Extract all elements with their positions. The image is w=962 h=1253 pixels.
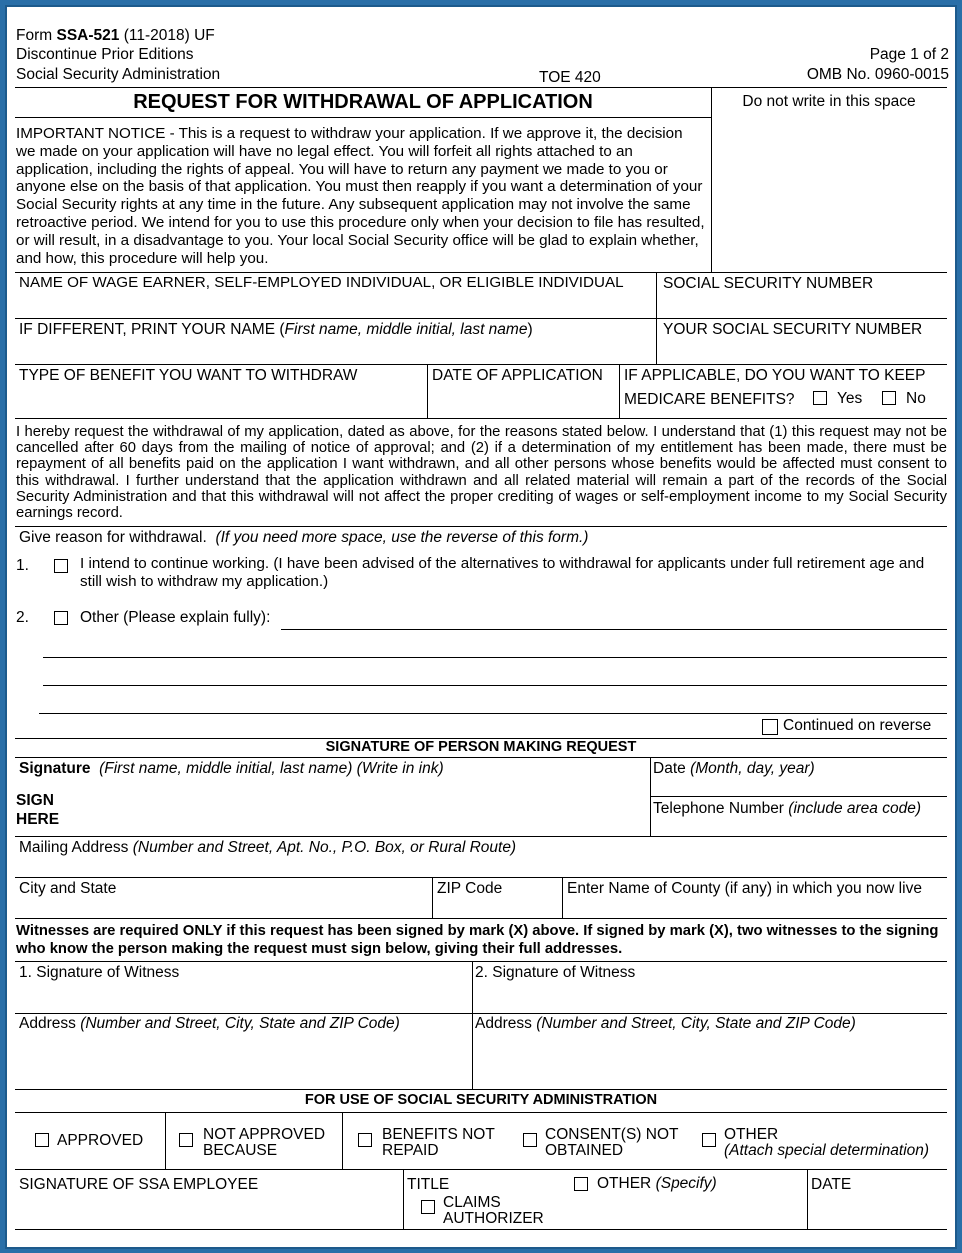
rule [15, 117, 711, 118]
zip-code-label: ZIP Code [437, 880, 503, 897]
consent-not-obtained-label-1: CONSENT(S) NOT [545, 1126, 679, 1143]
page-number: Page 1 of 2 [869, 46, 949, 63]
claims-authorizer-label-1: CLAIMS [443, 1194, 501, 1211]
explain-line[interactable] [281, 629, 947, 630]
rule [165, 1112, 166, 1169]
form-id-line: Form SSA-521 (11-2018) UF [16, 27, 215, 44]
signature-label: Signature (First name, middle initial, last name) (Write in ink) [19, 760, 444, 777]
rule [15, 1229, 947, 1230]
medicare-yes-label: Yes [837, 390, 863, 407]
rule [15, 961, 947, 962]
rule [472, 961, 473, 1089]
your-name-field[interactable] [16, 339, 654, 363]
ssn-field[interactable] [658, 293, 946, 319]
county-label: Enter Name of County (if any) in which you now live [567, 880, 922, 897]
not-approved-label-2: BECAUSE [203, 1142, 278, 1159]
rule [807, 1169, 808, 1229]
application-date-label: DATE OF APPLICATION [432, 367, 603, 384]
witness-1-signature-label: 1. Signature of Witness [19, 964, 180, 981]
rule [650, 796, 947, 797]
ssa-employee-signature-label: SIGNATURE OF SSA EMPLOYEE [19, 1176, 259, 1193]
explain-line[interactable] [39, 713, 947, 714]
benefit-type-field[interactable] [16, 385, 425, 415]
witness-2-signature-label: 2. Signature of Witness [475, 964, 636, 981]
rule [15, 1089, 947, 1090]
wage-earner-name-label: NAME OF WAGE EARNER, SELF-EMPLOYED INDIVIDUAL, OR ELIGIBLE INDIVIDUAL [19, 274, 624, 291]
benefit-type-label: TYPE OF BENEFIT YOU WANT TO WITHDRAW [19, 367, 358, 384]
benefits-not-repaid-label-1: BENEFITS NOT [382, 1126, 495, 1143]
other-determination-label: OTHER [724, 1126, 779, 1143]
withdrawal-declaration: I hereby request the withdrawal of my application, dated as above, for the reasons stated below. I understand that (1) this request may not be cancelled after 60 days from the mailing of notice of approval; and (2) if a determination of my entitlement has been made, there must be repayment of all benefits paid on the application I want withdrawn, and all other persons whose benefits would be affected must consent to this withdrawal. I further understand that the application withdrawn and all related material will remain a part of the records of the Social Security Administration and that this withdrawal will not affect the proper crediting of wages or self-employment income to my Social Security earnings record. [16, 424, 947, 522]
date-label: Date (Month, day, year) [653, 760, 815, 777]
city-state-label: City and State [19, 880, 117, 897]
continued-on-reverse-label: Continued on reverse [783, 717, 932, 734]
not-approved-label-1: NOT APPROVED [203, 1126, 326, 1143]
sign-here-line2: HERE [16, 811, 60, 828]
other-title-label: OTHER (Specify) [597, 1175, 717, 1192]
rule [15, 877, 947, 878]
consent-not-obtained-checkbox[interactable] [523, 1133, 537, 1147]
reason-2-checkbox[interactable] [54, 611, 68, 625]
reason-2-label: Other (Please explain fully): [80, 609, 271, 626]
your-ssn-field[interactable] [658, 339, 946, 363]
application-date-field[interactable] [429, 385, 617, 415]
other-determination-hint: (Attach special determination) [724, 1142, 930, 1159]
mailing-address-field[interactable] [16, 857, 946, 877]
rule [15, 1112, 947, 1113]
rule [15, 364, 947, 365]
claims-authorizer-label-2: AUTHORIZER [443, 1210, 544, 1227]
ssa-date-label: DATE [811, 1176, 852, 1193]
medicare-question-line1: IF APPLICABLE, DO YOU WANT TO KEEP [624, 367, 926, 384]
office-use-box-label: Do not write in this space [742, 93, 916, 110]
reason-1-text: I intend to continue working. (I have been advised of the alternatives to withdrawal for applicants under full retirement age and still wish to withdraw my application.) [80, 555, 925, 590]
form-title: REQUEST FOR WITHDRAWAL OF APPLICATION [133, 91, 593, 113]
important-notice: IMPORTANT NOTICE - This is a request to withdraw your application. If we approve it, the decision we made on your application will have no legal effect. You will forfeit all rights attached to an application, including the rights of appeal. You will have to return any payment we made to you or anyone else on the basis of that application. You must then reapply if you want a determination of your Social Security rights at any time in the future. Any subsequent application may not involve the same retroactive period. We intend for you to use this procedure only when your decision to file has resulted, or will result, in a disadvantage to you. Your local Social Security office will be glad to explain whether, and how, this procedure will help you. [16, 125, 705, 267]
ssn-label: SOCIAL SECURITY NUMBER [663, 275, 874, 292]
toe-code: TOE 420 [539, 69, 601, 86]
discontinue-note: Discontinue Prior Editions [16, 46, 194, 63]
medicare-no-checkbox[interactable] [882, 391, 896, 405]
rule [711, 87, 712, 272]
explain-line[interactable] [43, 685, 947, 686]
rule [427, 364, 428, 418]
rule [15, 526, 947, 527]
rule [15, 87, 947, 88]
consent-not-obtained-label-2: OBTAINED [545, 1142, 624, 1159]
rule [15, 836, 947, 837]
continued-on-reverse-checkbox[interactable] [762, 719, 778, 735]
reason-1-number: 1. [16, 557, 29, 574]
rule [432, 877, 433, 918]
your-ssn-label: YOUR SOCIAL SECURITY NUMBER [663, 321, 923, 338]
benefits-not-repaid-checkbox[interactable] [358, 1133, 372, 1147]
approved-checkbox[interactable] [35, 1133, 49, 1147]
sign-here-line1: SIGN [16, 792, 54, 809]
rule [15, 918, 947, 919]
witness-instructions: Witnesses are required ONLY if this request has been signed by mark (X) above. If signed by mark (X), two witnesses to the signing who know the person making the request must sign below, giving their full addresses. [16, 923, 939, 957]
rule [15, 1013, 947, 1014]
agency-name: Social Security Administration [16, 66, 221, 83]
approved-label: APPROVED [57, 1132, 144, 1149]
title-label: TITLE [407, 1176, 450, 1193]
medicare-yes-checkbox[interactable] [813, 391, 827, 405]
reason-1-checkbox[interactable] [54, 559, 68, 573]
rule [562, 877, 563, 918]
not-approved-checkbox[interactable] [179, 1133, 193, 1147]
rule [15, 272, 947, 273]
claims-authorizer-checkbox[interactable] [421, 1200, 435, 1214]
form-page [5, 5, 957, 1249]
rule [619, 364, 620, 418]
witness-1-address-label: Address (Number and Street, City, State and ZIP Code) [19, 1015, 400, 1032]
benefits-not-repaid-label-2: REPAID [382, 1142, 439, 1159]
medicare-no-label: No [906, 390, 926, 407]
reason-2-number: 2. [16, 609, 29, 626]
your-name-label: IF DIFFERENT, PRINT YOUR NAME (First name, middle initial, last name) [19, 321, 533, 338]
signature-field[interactable] [97, 779, 647, 833]
other-title-checkbox[interactable] [574, 1177, 588, 1191]
rule [15, 757, 947, 758]
mailing-address-label: Mailing Address (Number and Street, Apt. No., P.O. Box, or Rural Route) [19, 839, 517, 856]
omb-number: OMB No. 0960-0015 [806, 66, 949, 83]
rule [342, 1112, 343, 1169]
signature-section-heading: SIGNATURE OF PERSON MAKING REQUEST [325, 739, 637, 755]
medicare-question-line2: MEDICARE BENEFITS? [624, 391, 795, 408]
telephone-label: Telephone Number (include area code) [653, 800, 921, 817]
rule [403, 1169, 404, 1229]
witness-2-address-label: Address (Number and Street, City, State and ZIP Code) [475, 1015, 856, 1032]
rule [15, 318, 947, 319]
explain-line[interactable] [43, 657, 947, 658]
rule [15, 418, 947, 419]
ssa-use-heading: FOR USE OF SOCIAL SECURITY ADMINISTRATION [304, 1092, 658, 1108]
reason-prompt: Give reason for withdrawal. (If you need more space, use the reverse of this form.) [19, 529, 589, 546]
other-determination-checkbox[interactable] [702, 1133, 716, 1147]
wage-earner-name-field[interactable] [16, 293, 654, 319]
